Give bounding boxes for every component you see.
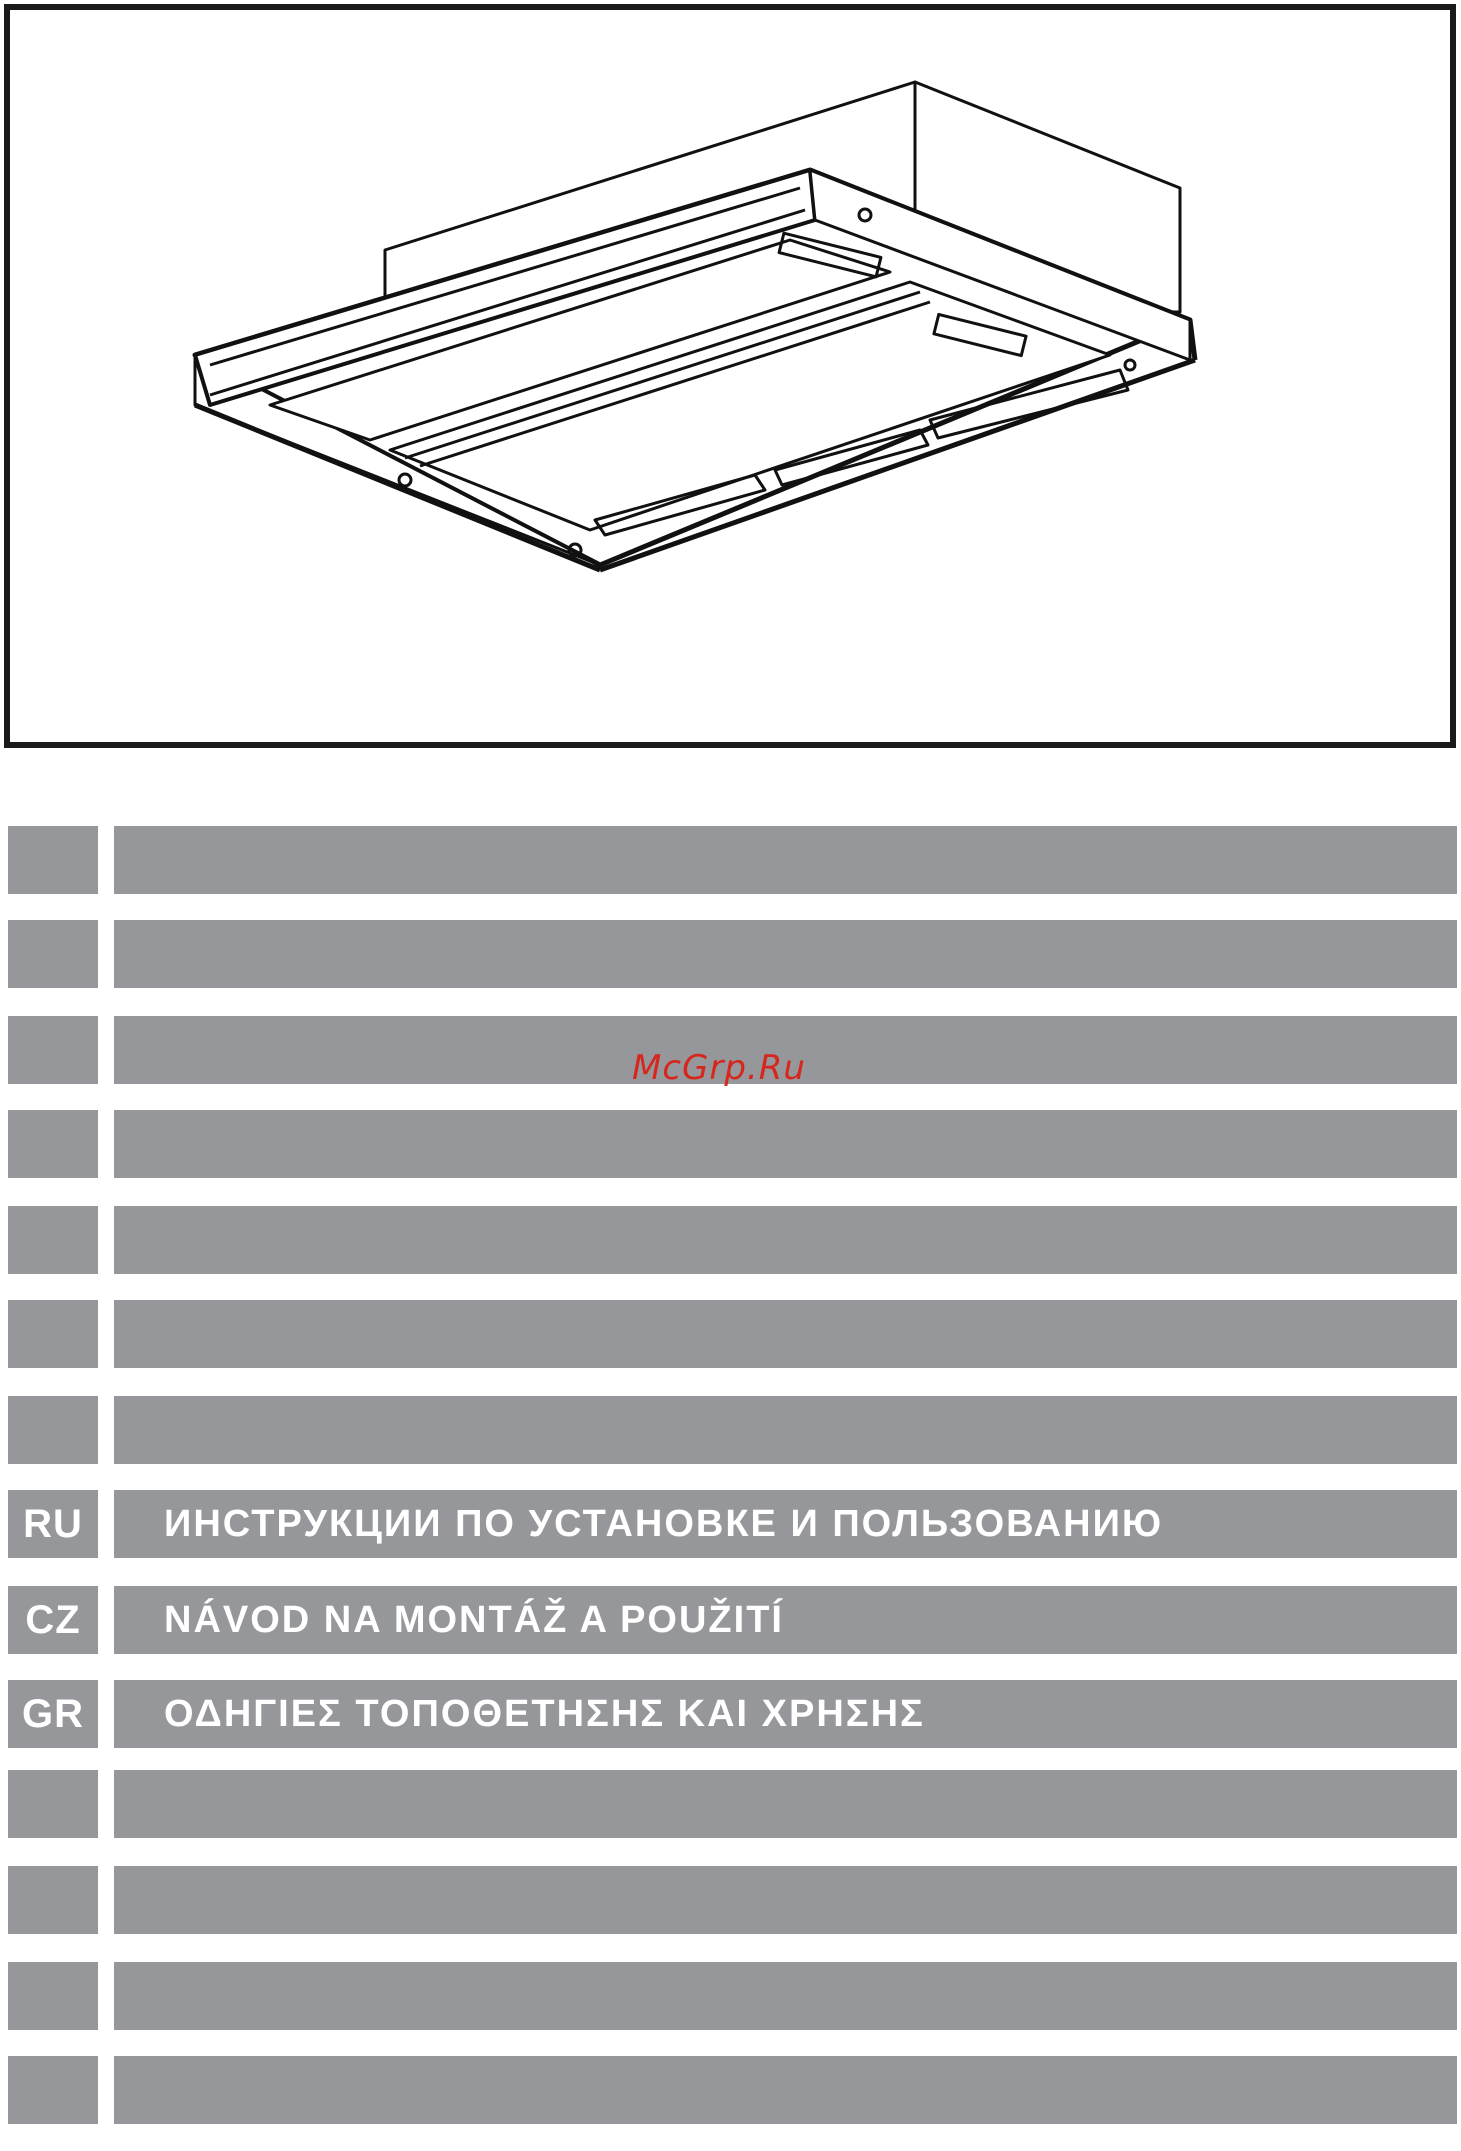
language-title	[114, 1206, 1457, 1274]
language-code	[8, 1770, 98, 1838]
language-row	[8, 1962, 1457, 2030]
language-row	[8, 920, 1457, 988]
language-code	[8, 1016, 98, 1084]
language-row	[8, 2056, 1457, 2124]
language-code	[8, 920, 98, 988]
language-title	[114, 1110, 1457, 1178]
language-code	[8, 1866, 98, 1934]
language-title	[114, 920, 1457, 988]
language-row	[8, 1110, 1457, 1178]
language-title	[114, 1300, 1457, 1368]
cooker-hood-illustration	[10, 10, 1450, 742]
language-row	[8, 1866, 1457, 1934]
language-title: ИНСТРУКЦИИ ПО УСТАНОВКЕ И ПОЛЬЗОВАНИЮ	[114, 1490, 1457, 1558]
language-code	[8, 1300, 98, 1368]
language-row	[8, 1586, 1457, 1654]
language-row	[8, 1396, 1457, 1464]
language-code	[8, 1962, 98, 2030]
language-row	[8, 826, 1457, 894]
language-title	[114, 2056, 1457, 2124]
language-title	[114, 826, 1457, 894]
language-title: NÁVOD NA MONTÁŽ A POUŽITÍ	[114, 1586, 1457, 1654]
language-code	[8, 1110, 98, 1178]
watermark: McGrp.Ru	[632, 1048, 806, 1088]
language-title	[114, 1770, 1457, 1838]
language-row	[8, 1680, 1457, 1748]
language-title: ΟΔΗΓΙΕΣ ΤΟΠΟΘΕΤΗΣΗΣ ΚΑΙ ΧΡΗΣΗΣ	[114, 1680, 1457, 1748]
language-title	[114, 1866, 1457, 1934]
product-illustration-frame	[4, 4, 1456, 748]
language-title	[114, 1962, 1457, 2030]
language-code	[8, 826, 98, 894]
language-code	[8, 1396, 98, 1464]
language-code: RU	[8, 1490, 98, 1558]
language-code	[8, 2056, 98, 2124]
language-row	[8, 1300, 1457, 1368]
language-row	[8, 1206, 1457, 1274]
language-title	[114, 1396, 1457, 1464]
language-code	[8, 1206, 98, 1274]
language-row	[8, 1490, 1457, 1558]
language-code: GR	[8, 1680, 98, 1748]
language-code: CZ	[8, 1586, 98, 1654]
language-row	[8, 1770, 1457, 1838]
